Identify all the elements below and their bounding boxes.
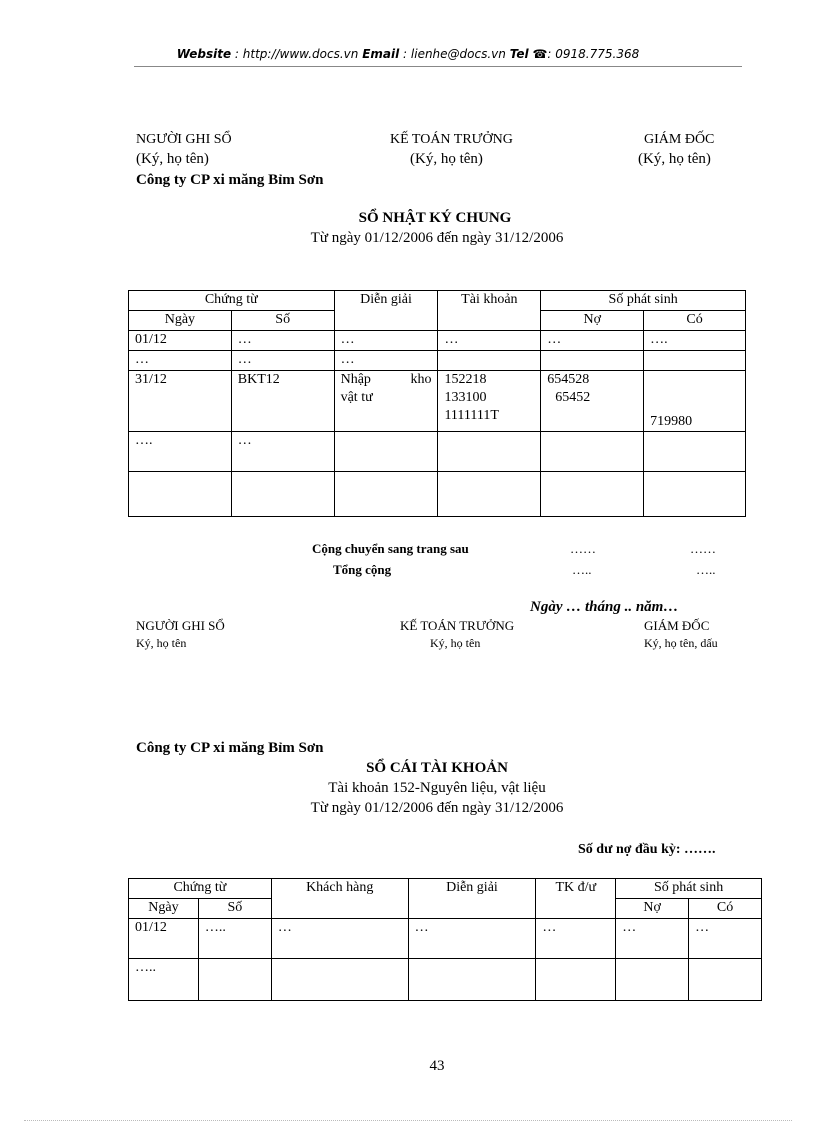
director-title: GIÁM ĐỐC [644, 132, 715, 147]
cell-credit [644, 371, 746, 432]
voucher-header: Chứng từ [129, 291, 335, 311]
ledger-description-header: Diễn giải [408, 879, 536, 919]
carry-forward-credit: …… [690, 541, 716, 556]
ledger-account: Tài khoản 152-Nguyên liệu, vật liệu [328, 780, 546, 796]
table-row [129, 371, 746, 432]
ledger-customer-header: Khách hàng [271, 879, 408, 919]
opening-balance: Số dư nợ đầu kỳ: ……. [578, 842, 716, 857]
cell-date: ….. [129, 959, 199, 1001]
desc-line-2: vật tư [340, 390, 373, 405]
total-debit: ….. [572, 562, 592, 577]
accountant-title-bottom: KẾ TOÁN TRƯỞNG [400, 618, 515, 633]
account-line-1: 152218 [444, 372, 487, 387]
ledger-company: Công ty CP xi măng Bỉm Sơn [136, 740, 324, 756]
cell-credit: …. [644, 331, 746, 351]
cell-desc: … [408, 919, 536, 959]
cell-debit [541, 351, 644, 371]
cell-date: …. [129, 432, 232, 472]
table-row [129, 432, 746, 472]
cell-date: 01/12 [129, 919, 199, 959]
ledger-title: SỔ CÁI TÀI KHOẢN [366, 760, 508, 776]
cell-number: … [231, 351, 334, 371]
phone-icon: ☎ [532, 47, 548, 61]
cell-desc: … [334, 331, 438, 351]
journal-period: Từ ngày 01/12/2006 đến ngày 31/12/2006 [310, 230, 564, 246]
email-value[interactable]: : lienhe@docs.vn [403, 47, 506, 61]
debit-line-1: 654528 [547, 372, 590, 387]
website-value[interactable]: : http://www.docs.vn [234, 47, 359, 61]
amount-header: Số phát sinh [541, 291, 746, 311]
ledger-contra-header: TK đ/ư [536, 879, 616, 919]
cell-account [438, 371, 541, 432]
cell-date: … [129, 351, 232, 371]
ledger-credit-header: Có [689, 899, 762, 919]
ledger-amount-header: Số phát sinh [616, 879, 762, 899]
cell-debit [541, 371, 644, 432]
tel-label: Tel [509, 47, 529, 61]
accountant-sign-bottom: Ký, họ tên [430, 636, 481, 650]
cell-account [438, 351, 541, 371]
credit-header: Có [644, 311, 746, 331]
cell-account: … [438, 331, 541, 351]
cell-number: … [231, 432, 334, 472]
page-header [0, 47, 816, 61]
table-row [129, 959, 762, 1001]
tel-value: : 0918.775.368 [547, 47, 640, 61]
cell-date: 31/12 [129, 371, 232, 432]
journal-company: Công ty CP xi măng Bỉm Sơn [136, 172, 324, 188]
account-line-2: 133100 [444, 390, 487, 405]
total-label: Tổng cộng [333, 562, 392, 577]
header-divider [134, 66, 742, 67]
journal-table [128, 290, 746, 517]
ledger-voucher-header: Chứng từ [129, 879, 272, 899]
cell-debit: … [616, 919, 689, 959]
recorder-title-bottom: NGƯỜI GHI SỔ [136, 618, 225, 633]
date-line: Ngày … tháng .. năm… [530, 599, 679, 615]
cell-desc: … [334, 351, 438, 371]
journal-title: SỔ NHẬT KÝ CHUNG [358, 210, 512, 226]
cell-customer: … [271, 919, 408, 959]
description-header: Diễn giải [334, 291, 438, 331]
accountant-sign: (Ký, họ tên) [410, 151, 483, 167]
date-header: Ngày [129, 311, 232, 331]
cell-date: 01/12 [129, 331, 232, 351]
ledger-debit-header: Nợ [616, 899, 689, 919]
director-sign: (Ký, họ tên) [638, 151, 711, 167]
ledger-table [128, 878, 762, 1001]
email-label: Email [362, 47, 400, 61]
accountant-title: KẾ TOÁN TRƯỞNG [390, 132, 513, 147]
desc-word-1: Nhập [340, 372, 371, 387]
cell-credit: … [689, 919, 762, 959]
recorder-sign: (Ký, họ tên) [136, 151, 209, 167]
credit-line-3: 719980 [650, 414, 693, 429]
cell-debit: … [541, 331, 644, 351]
cell-number: … [231, 331, 334, 351]
number-header: Số [231, 311, 334, 331]
ledger-number-header: Số [198, 899, 271, 919]
footer-divider [24, 1120, 792, 1121]
recorder-title: NGƯỜI GHI SỔ [136, 132, 232, 147]
website-label: Website [176, 47, 232, 61]
carry-forward-debit: …… [570, 541, 596, 556]
ledger-period: Từ ngày 01/12/2006 đến ngày 31/12/2006 [310, 800, 564, 816]
debit-line-2: 65452 [555, 390, 591, 405]
table-row [129, 351, 746, 371]
cell-credit [644, 351, 746, 371]
account-line-3: 1111111T [444, 408, 499, 423]
cell-contra: … [536, 919, 616, 959]
director-title-bottom: GIÁM ĐỐC [644, 618, 710, 633]
cell-number: BKT12 [231, 371, 334, 432]
cell-number: ….. [198, 919, 271, 959]
debit-header: Nợ [541, 311, 644, 331]
cell-desc [334, 371, 438, 432]
ledger-date-header: Ngày [129, 899, 199, 919]
desc-word-2: kho [410, 372, 432, 387]
total-credit: ….. [696, 562, 716, 577]
account-header: Tài khoản [438, 291, 541, 331]
page-number: 43 [429, 1058, 445, 1074]
director-sign-bottom: Ký, họ tên, dấu [644, 636, 718, 650]
recorder-sign-bottom: Ký, họ tên [136, 636, 187, 650]
carry-forward-label: Cộng chuyển sang trang sau [312, 541, 469, 556]
table-row [129, 331, 746, 351]
table-row [129, 472, 746, 517]
table-row [129, 919, 762, 959]
